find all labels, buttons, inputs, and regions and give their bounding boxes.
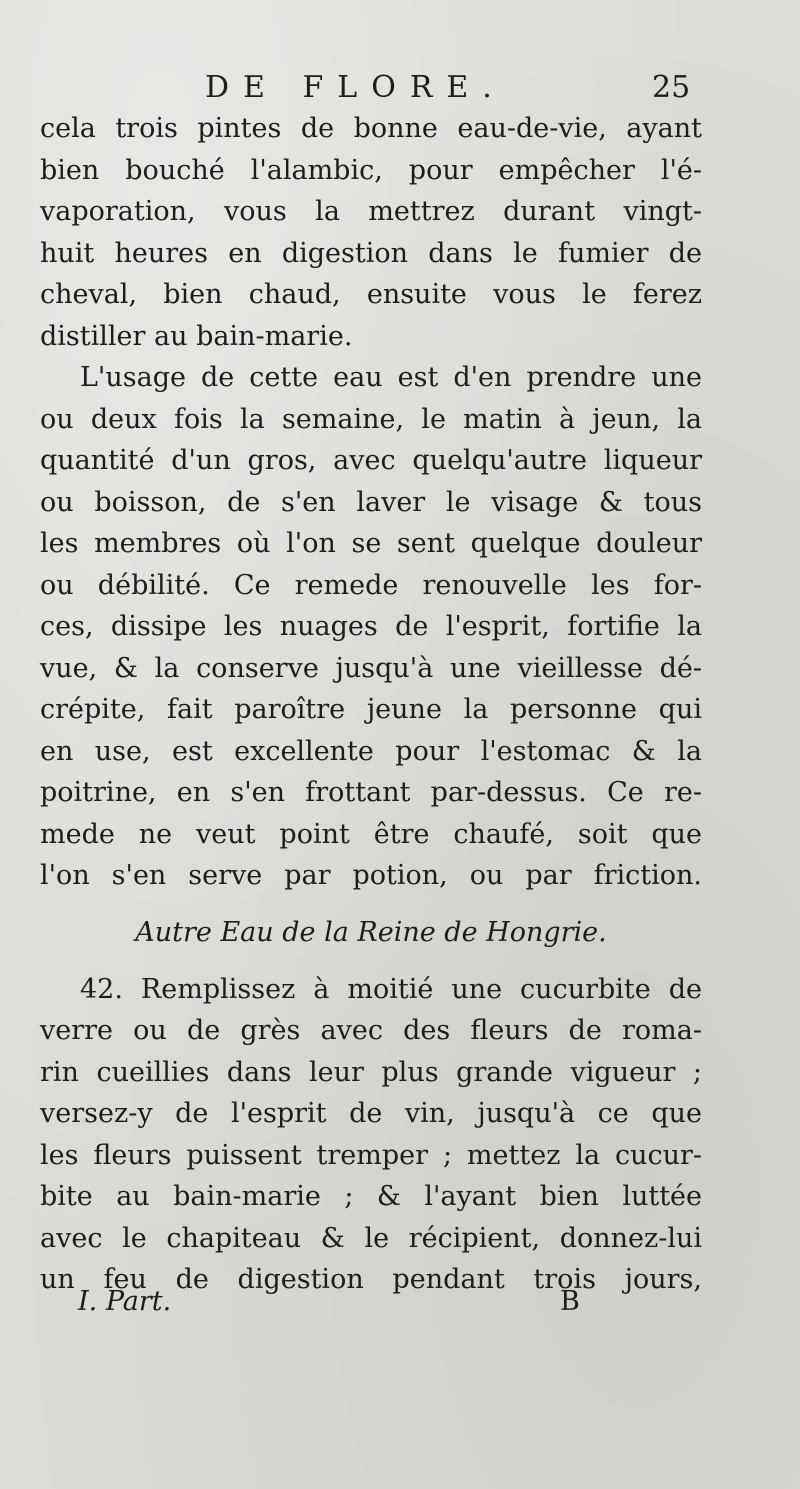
text-line: distiller au bain-marie. xyxy=(40,320,353,352)
text-line: poitrine, en s'en frottant par-dessus. Ce re- xyxy=(40,777,702,808)
text-line: verre ou de grès avec des fleurs de roma- xyxy=(40,1015,702,1046)
signature-mark: B xyxy=(560,1286,580,1317)
text-line: l'on s'en serve par potion, ou par friction. xyxy=(40,860,702,891)
text-line: vue, & la conserve jusqu'à une vieillesse dé- xyxy=(40,652,702,684)
text-line: huit heures en digestion dans le fumier de xyxy=(40,237,702,269)
page-number: 25 xyxy=(652,70,691,105)
text-line: ou débilité. Ce remede renouvelle les for- xyxy=(40,569,702,601)
section-heading: Autre Eau de la Reine de Hongrie. xyxy=(135,916,607,948)
text-line: vaporation, vous la mettrez durant vingt- xyxy=(40,196,702,227)
text-line: bite au bain-marie ; & l'ayant bien luttée xyxy=(40,1181,702,1212)
text-line: crépite, fait paroître jeune la personne qui xyxy=(40,694,702,725)
text-line: ces, dissipe les nuages de l'esprit, fortifie la xyxy=(40,611,702,642)
text-line: L'usage de cette eau est d'en prendre une xyxy=(80,362,702,393)
page-footer xyxy=(0,1286,800,1326)
text-line: avec le chapiteau & le récipient, donnez-lui xyxy=(40,1222,702,1254)
running-head xyxy=(0,70,800,110)
text-line: les fleurs puissent tremper ; mettez la cucur- xyxy=(40,1139,702,1171)
text-line: en use, est excellente pour l'estomac & la xyxy=(40,735,702,767)
text-line: ou deux fois la semaine, le matin à jeun, la xyxy=(40,403,702,435)
running-title: DE FLORE. xyxy=(205,70,506,105)
text-line: cela trois pintes de bonne eau-de-vie, ayant xyxy=(40,113,702,144)
text-line: 42. Remplissez à moitié une cucurbite de xyxy=(80,973,702,1005)
text-line: un feu de digestion pendant trois jours, xyxy=(40,1264,702,1295)
text-line: cheval, bien chaud, ensuite vous le ferez xyxy=(40,279,702,310)
text-line: versez-y de l'esprit de vin, jusqu'à ce que xyxy=(40,1098,702,1129)
body-text xyxy=(40,108,702,1301)
text-line: quantité d'un gros, avec quelqu'autre liqueur xyxy=(40,445,702,476)
text-line: ou boisson, de s'en laver le visage & tous xyxy=(40,486,702,518)
text-line: rin cueillies dans leur plus grande vigueur ; xyxy=(40,1056,702,1088)
part-label: I. Part. xyxy=(78,1286,172,1317)
text-line: les membres où l'on se sent quelque douleur xyxy=(40,528,702,559)
text-line: mede ne veut point être chaufé, soit que xyxy=(40,818,702,850)
text-line: bien bouché l'alambic, pour empêcher l'é- xyxy=(40,154,702,186)
